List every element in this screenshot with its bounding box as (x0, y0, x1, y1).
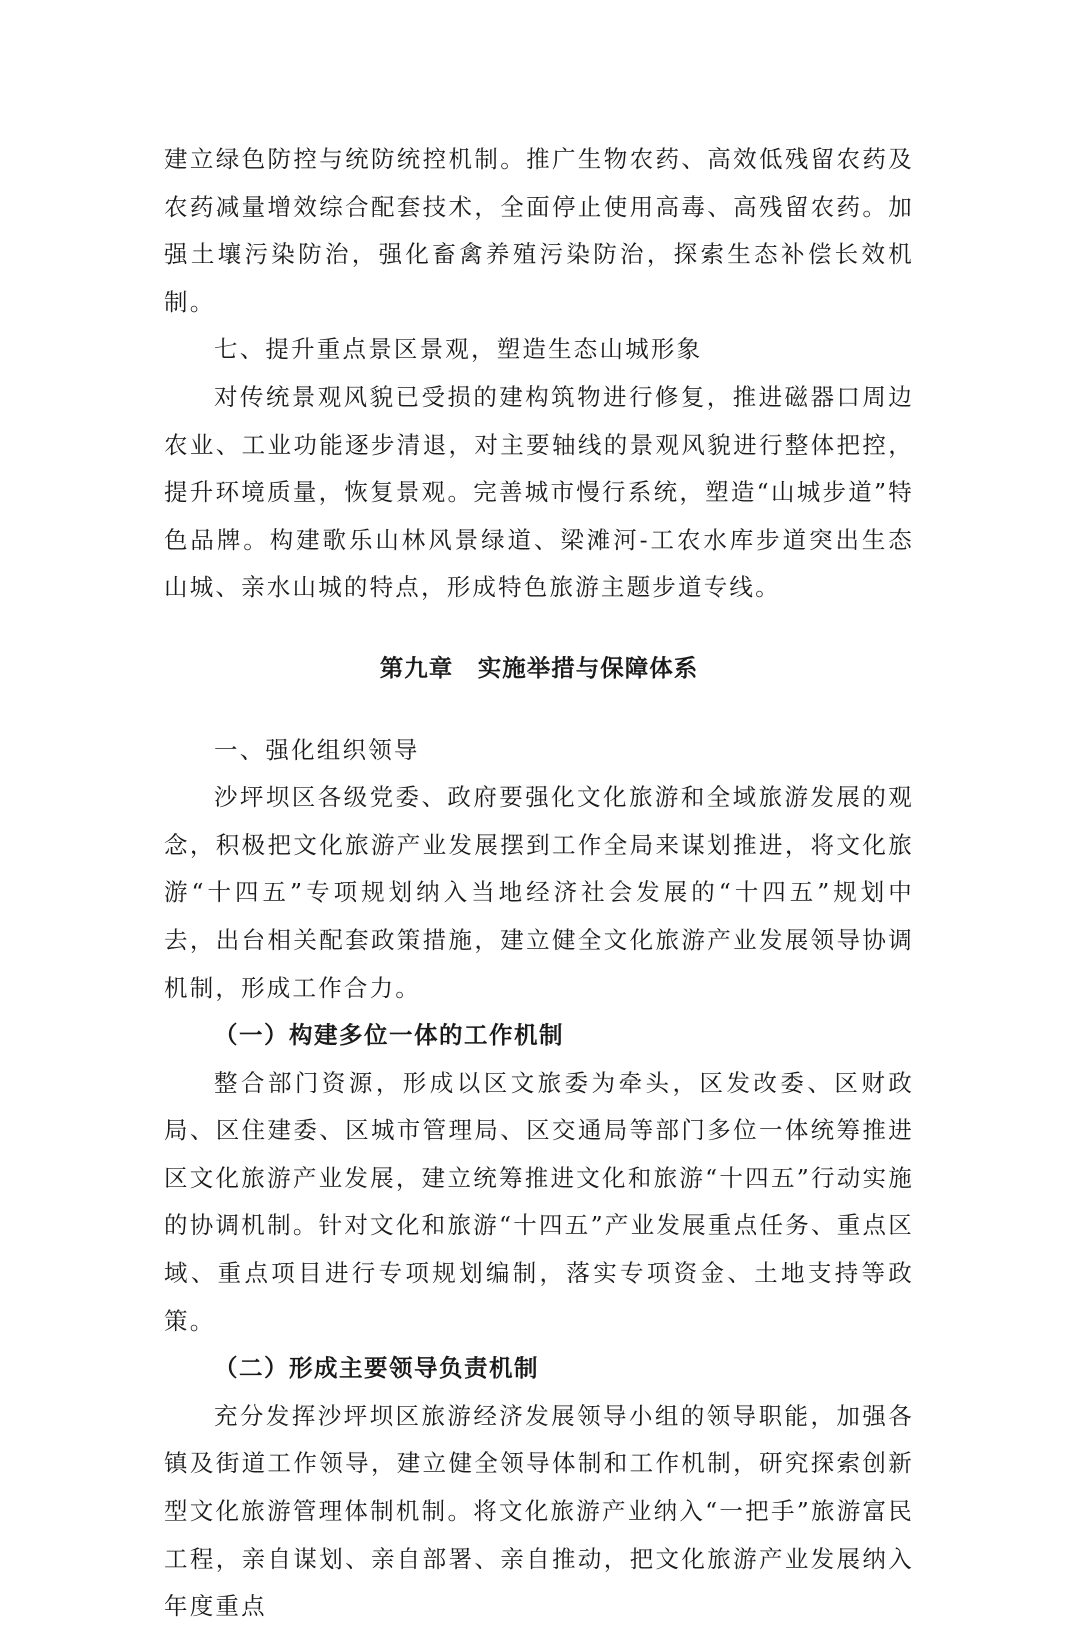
paragraph-pest-control: 建立绿色防控与统防统控机制。推广生物农药、高效低残留农药及农药减量增效综合配套技术，全面停止使用高毒、高残留农药。加强土壤污染防治，强化畜禽养殖污染防治，探索生态补偿长效机制。 (164, 145, 914, 316)
section-heading-7: 七、提升重点景区景观，塑造生态山城形象 (214, 335, 703, 364)
subheading-1: （一）构建多位一体的工作机制 (214, 1021, 564, 1050)
section-heading-1: 一、强化组织领导 (214, 735, 420, 764)
chapter-title: 第九章 实施举措与保障体系 (379, 653, 699, 682)
paragraph-mechanism: 整合部门资源，形成以区文旅委为牵头，区发改委、区财政局、区住建委、区城市管理局、区交通局等部门多位一体统筹推进区文化旅游产业发展，建立统筹推进文化和旅游“十四五”行动实施的协调机制。针对文化和旅游“十四五”产业发展重点任务、重点区域、重点项目进行专项规划编制，落实专项资金、土地支持等政策。 (164, 1068, 914, 1335)
paragraph-leadership: 沙坪坝区各级党委、政府要强化文化旅游和全域旅游发展的观念，积极把文化旅游产业发展摆到工作全局来谋划推进，将文化旅游“十四五”专项规划纳入当地经济社会发展的“十四五”规划中去，出台相关配套政策措施，建立健全文化旅游产业发展领导协调机制，形成工作合力。 (164, 783, 914, 1002)
subheading-2: （二）形成主要领导负责机制 (214, 1354, 539, 1383)
paragraph-landscape: 对传统景观风貌已受损的建构筑物进行修复，推进磁器口周边农业、工业功能逐步清退，对主要轴线的景观风貌进行整体把控，提升环境质量，恢复景观。完善城市慢行系统，塑造“山城步道”特色品牌。构建歌乐山林风景绿道、梁滩河-工农水库步道突出生态山城、亲水山城的特点，形成特色旅游主题步道专线。 (164, 382, 914, 602)
paragraph-responsibility: 充分发挥沙坪坝区旅游经济发展领导小组的领导职能，加强各镇及街道工作领导，建立健全领导体制和工作机制，研究探索创新型文化旅游管理体制机制。将文化旅游产业纳入“一把手”旅游富民工程，亲自谋划、亲自部署、亲自推动，把文化旅游产业发展纳入年度重点 (164, 1401, 914, 1621)
document-page (164, 136, 914, 1631)
